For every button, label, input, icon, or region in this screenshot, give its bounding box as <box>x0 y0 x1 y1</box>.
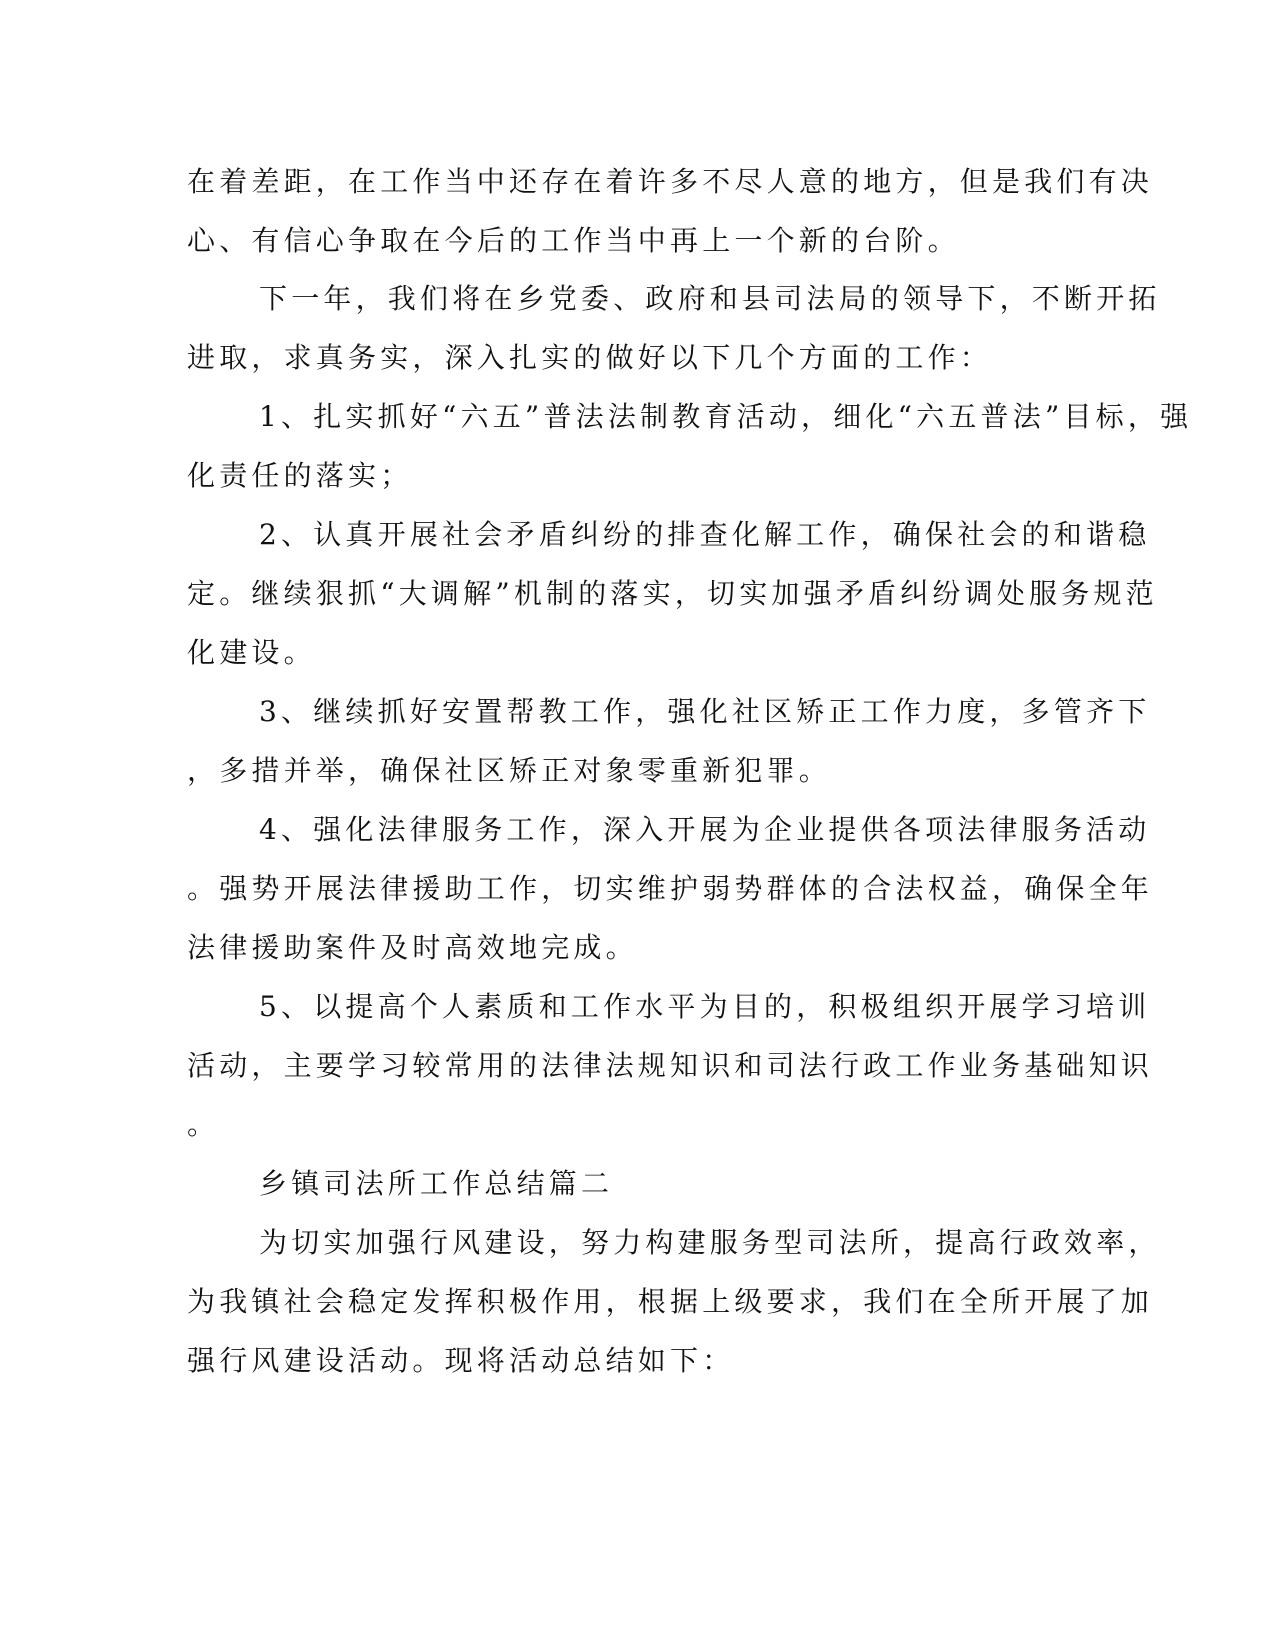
list-item-line: 。 <box>187 1108 220 1141</box>
list-item-line: 5、以提高个人素质和工作水平为目的，积极组织开展学习培训 <box>259 990 1151 1023</box>
paragraph-line: 强行风建设活动。现将活动总结如下： <box>187 1344 735 1377</box>
list-item-line: 法律援助案件及时高效地完成。 <box>187 931 638 964</box>
paragraph-line: 为我镇社会稳定发挥积极作用，根据上级要求，我们在全所开展了加 <box>187 1285 1154 1318</box>
list-item-line: ，多措并举，确保社区矫正对象零重新犯罪。 <box>187 754 832 787</box>
list-item-line: 1、扎实抓好“六五”普法法制教育活动，细化“六五普法”目标，强 <box>259 400 1193 433</box>
list-item-line: 4、强化法律服务工作，深入开展为企业提供各项法律服务活动 <box>259 813 1151 846</box>
paragraph-line: 下一年，我们将在乡党委、政府和县司法局的领导下，不断开拓 <box>259 282 1161 315</box>
paragraph-line: 为切实加强行风建设，努力构建服务型司法所，提高行政效率， <box>259 1226 1161 1259</box>
paragraph-line: 在着差距，在工作当中还存在着许多不尽人意的地方，但是我们有决 <box>187 165 1154 198</box>
list-item-line: 活动，主要学习较常用的法律法规知识和司法行政工作业务基础知识 <box>187 1049 1154 1082</box>
paragraph-line: 心、有信心争取在今后的工作当中再上一个新的台阶。 <box>187 224 960 257</box>
list-item-line: 2、认真开展社会矛盾纠纷的排查化解工作，确保社会的和谐稳 <box>259 518 1151 551</box>
list-item-line: 。强势开展法律援助工作，切实维护弱势群体的合法权益，确保全年 <box>187 872 1154 905</box>
list-item-line: 化建设。 <box>187 636 316 669</box>
list-item-line: 3、继续抓好安置帮教工作，强化社区矫正工作力度，多管齐下 <box>259 695 1151 728</box>
list-item-line: 定。继续狠抓“大调解”机制的落实，切实加强矛盾纠纷调处服务规范 <box>187 577 1158 610</box>
list-item-line: 化责任的落实； <box>187 459 413 492</box>
section-heading: 乡镇司法所工作总结篇二 <box>259 1167 614 1200</box>
paragraph-line: 进取，求真务实，深入扎实的做好以下几个方面的工作： <box>187 341 993 374</box>
